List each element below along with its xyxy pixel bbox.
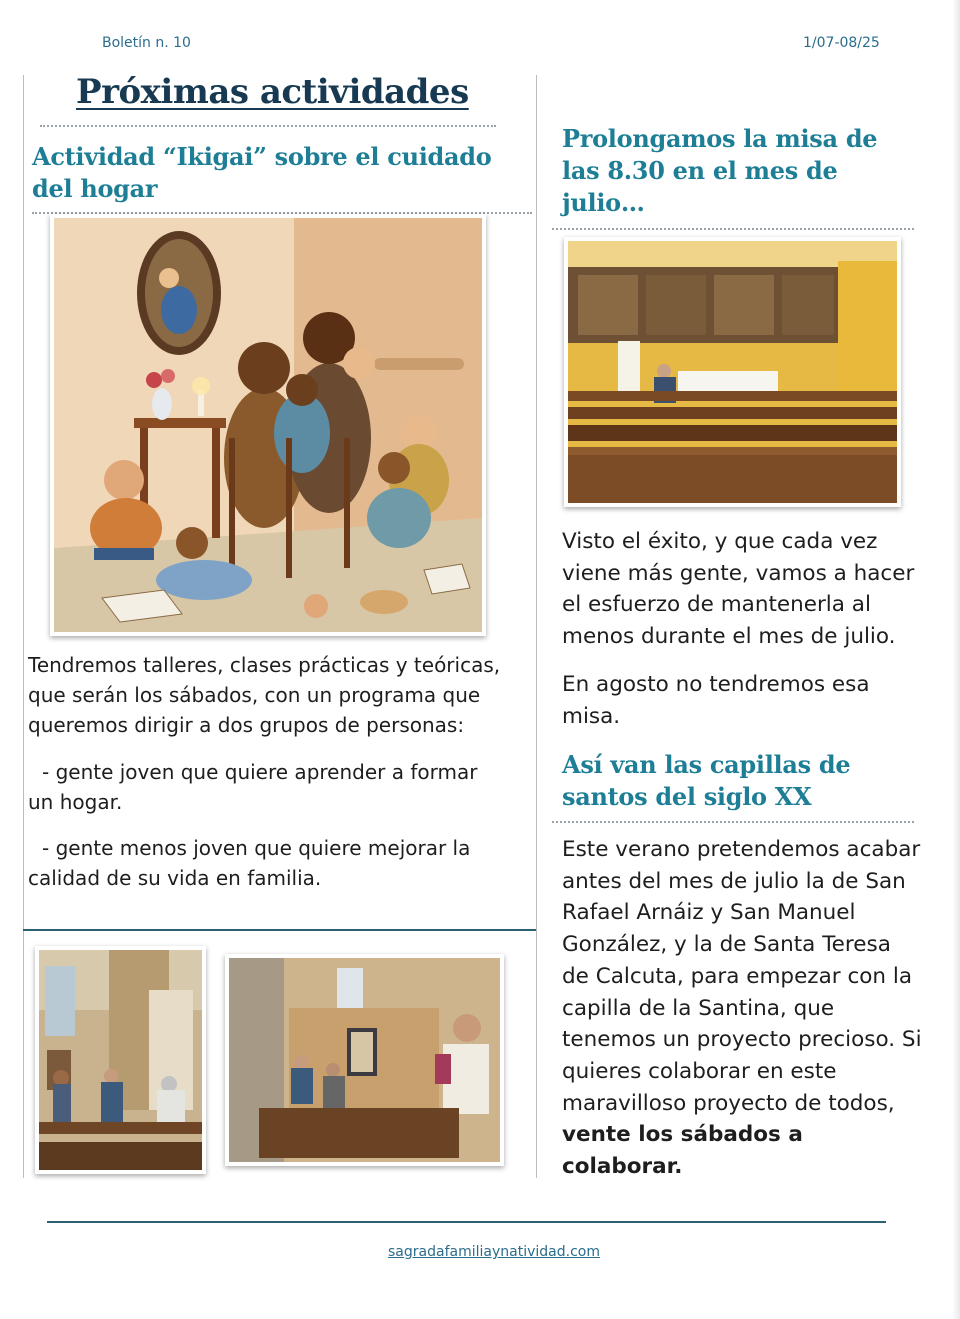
bulletin-date: 1/07-08/25 [803,35,880,51]
mass-paragraph-success: Visto el éxito, y que cada vez viene más gente, vamos a hacer el esfuerzo de mantenerla al menos durante el mes de julio. [562,529,915,650]
left-section-divider [23,929,536,931]
website-link[interactable]: sagradafamiliaynatividad.com [388,1244,600,1260]
chapels-paragraph [562,834,922,1183]
chapels-text: Este verano pretendemos acabar antes del mes de julio la de San Rafael Arnáiz y San Manuel González, y la de Santa Teresa de Calcuta, para empezar con la capilla de la Santina, que tenemos un proyecto precioso. Si quieres colaborar en este maravilloso proyecto de todos, [562,837,922,1116]
chapel-work-photo-1 [35,946,206,1174]
chapels-call-to-action: vente los sábados a colaborar. [562,1122,803,1180]
mass-divider [552,228,914,230]
activity-bullet-older: - gente menos joven que quiere mejorar la calidad de su vida en familia. [28,836,471,890]
mass-title: Prolongamos la misa de las 8.30 en el mes de julio… [562,124,878,217]
title-divider [40,125,496,127]
mass-paragraph-august: En agosto no tendremos esa misa. [562,672,870,729]
chapels-divider [552,821,914,823]
bulletin-number: Boletín n. 10 [102,35,191,51]
chapels-title: Así van las capillas de santos del siglo XX [562,750,851,811]
footer-divider [47,1221,886,1223]
chapel-interior-photo [564,237,901,507]
left-column-rule [23,75,24,1178]
page-title: Próximas actividades [76,72,469,112]
center-column-rule [536,75,537,1178]
chapel-work-photo-2 [225,954,504,1166]
activity-title: Actividad “Ikigai” sobre el cuidado del hogar [32,142,492,203]
family-prayer-illustration [50,214,486,636]
activity-bullet-young: - gente joven que quiere aprender a formar un hogar. [28,760,478,814]
page-edge-shadow [952,0,960,1319]
activity-paragraph-intro: Tendremos talleres, clases prácticas y teóricas, que serán los sábados, con un programa que queremos dirigir a dos grupos de personas: [28,653,501,737]
